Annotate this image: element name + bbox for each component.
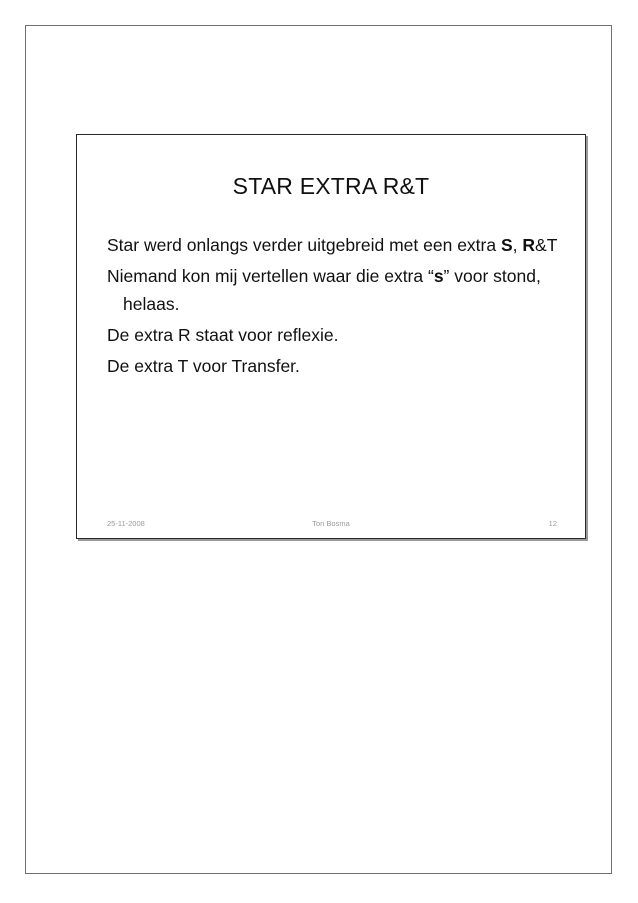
bullet-item [107,352,562,380]
bullet-bold-text: s [433,266,444,286]
footer-date: 25-11-2008 [107,519,145,528]
bullet-text: De extra T voor Transfer. [107,356,300,376]
footer-author: Ton Bosma [312,519,350,528]
bullet-item [107,321,562,349]
slide [76,134,586,539]
bullet-bold-text: S [500,235,513,255]
bullet-text: Star werd onlangs verder uitgebreid met een extra [107,235,501,255]
bullet-item [107,231,562,259]
bullet-bold-text: R [522,235,536,255]
bullet-text: &T [535,235,558,255]
bullet-item [107,262,562,318]
bullet-text: Niemand kon mij vertellen waar die extra “ [107,266,434,286]
slide-body [107,231,562,383]
slide-title: STAR EXTRA R&T [232,173,430,199]
bullet-text: , [512,235,523,255]
bullet-text: ” voor stond, helaas. [123,266,541,314]
bullet-text: De extra R staat voor reflexie. [107,325,339,345]
footer-page-number: 12 [548,519,557,528]
